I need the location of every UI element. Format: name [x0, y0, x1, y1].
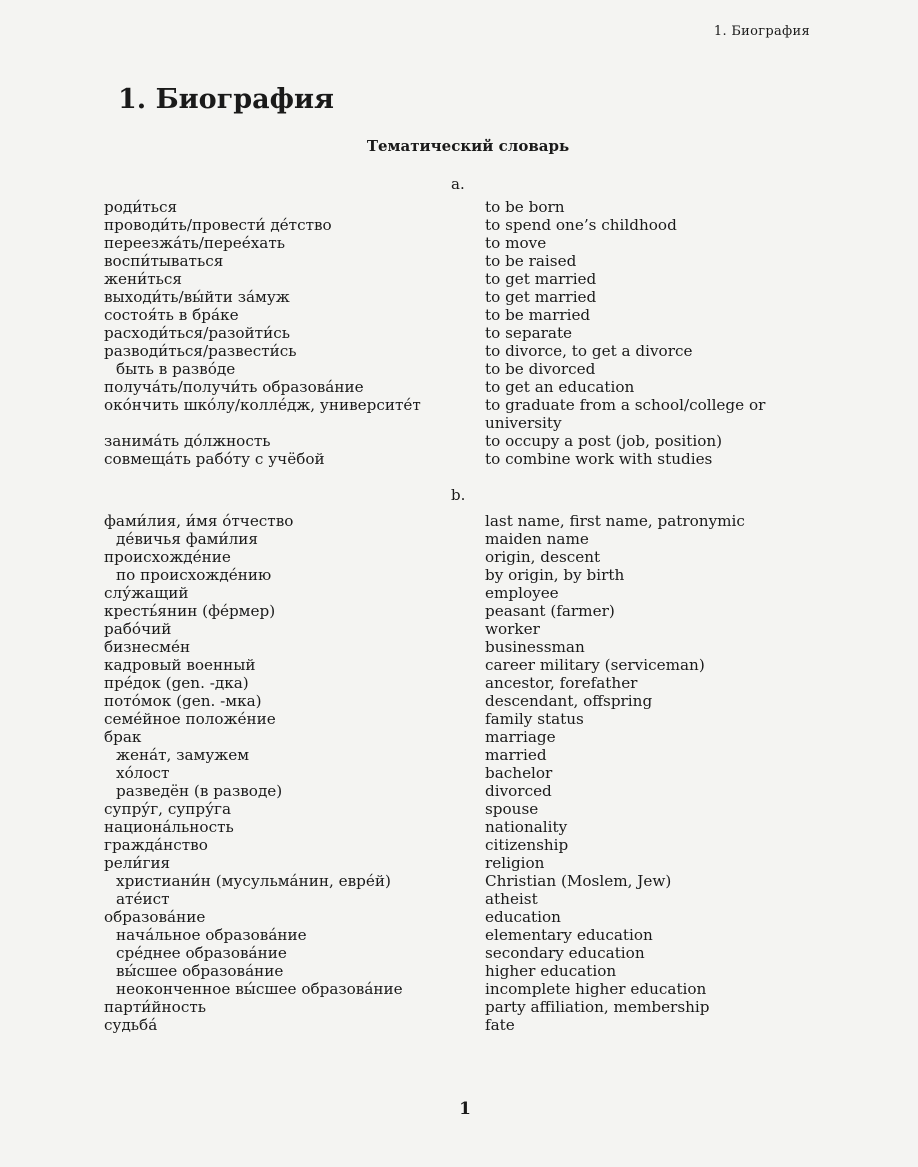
glossary-entry	[0, 674, 918, 692]
glossary-entry	[0, 602, 918, 620]
glossary-entry	[0, 306, 918, 324]
russian-term: жени́ться	[104, 270, 182, 288]
russian-term: образова́ние	[104, 908, 206, 926]
english-translation: citizenship	[485, 836, 569, 854]
english-translation: maiden name	[485, 530, 589, 548]
english-translation: last name, first name, patronymic	[485, 512, 745, 530]
glossary-entry	[0, 450, 918, 468]
glossary-entry	[0, 944, 918, 962]
section-a-entries	[0, 198, 918, 468]
english-translation: origin, descent	[485, 548, 601, 566]
russian-term: происхожде́ние	[104, 548, 231, 566]
glossary-entry	[0, 656, 918, 674]
section-b-label: b.	[451, 486, 466, 504]
russian-term: хо́лост	[116, 764, 170, 782]
russian-term: де́вичья фами́лия	[116, 530, 258, 548]
glossary-entry	[0, 746, 918, 764]
english-translation: religion	[485, 854, 545, 872]
english-translation: employee	[485, 584, 559, 602]
english-translation: ancestor, forefather	[485, 674, 638, 692]
russian-term: переезжа́ть/перее́хать	[104, 234, 286, 252]
english-translation: marriage	[485, 728, 556, 746]
russian-term: бизнесме́н	[104, 638, 191, 656]
english-translation: to get married	[485, 288, 597, 306]
english-translation: bachelor	[485, 764, 553, 782]
english-translation: to divorce, to get a divorce	[485, 342, 693, 360]
english-translation: to get an education	[485, 378, 635, 396]
english-translation: elementary education	[485, 926, 653, 944]
russian-term: слу́жащий	[104, 584, 189, 602]
glossary-entry	[0, 396, 918, 432]
english-translation: to get married	[485, 270, 597, 288]
english-translation: nationality	[485, 818, 568, 836]
glossary-entry	[0, 890, 918, 908]
glossary-entry	[0, 530, 918, 548]
russian-term: вы́сшее образова́ние	[116, 962, 284, 980]
glossary-entry	[0, 252, 918, 270]
english-translation: incomplete higher education	[485, 980, 707, 998]
glossary-entry	[0, 980, 918, 998]
glossary-entry	[0, 198, 918, 216]
russian-term: кресть́янин (фе́рмер)	[104, 602, 276, 620]
glossary-entry	[0, 962, 918, 980]
glossary-entry	[0, 378, 918, 396]
glossary-entry	[0, 216, 918, 234]
english-translation: to combine work with studies	[485, 450, 713, 468]
glossary-entry	[0, 692, 918, 710]
glossary-entry	[0, 818, 918, 836]
glossary-entry	[0, 926, 918, 944]
glossary-entry	[0, 324, 918, 342]
russian-term: занима́ть до́лжность	[104, 432, 271, 450]
english-translation: education	[485, 908, 561, 926]
dictionary-title: Тематический словарь	[366, 137, 570, 155]
english-translation: by origin, by birth	[485, 566, 625, 584]
russian-term: воспи́тываться	[104, 252, 224, 270]
russian-term: судьба́	[104, 1016, 158, 1034]
english-translation: secondary education	[485, 944, 645, 962]
english-translation: atheist	[485, 890, 538, 908]
glossary-entry	[0, 566, 918, 584]
russian-term: совмеща́ть рабо́ту с учёбой	[104, 450, 325, 468]
english-translation: businessman	[485, 638, 585, 656]
glossary-entry	[0, 728, 918, 746]
english-translation: Christian (Moslem, Jew)	[485, 872, 672, 890]
chapter-title: 1. Биография	[118, 84, 334, 115]
glossary-entry	[0, 908, 918, 926]
glossary-entry	[0, 782, 918, 800]
russian-term: выходи́ть/вы́йти за́муж	[104, 288, 290, 306]
english-translation: descendant, offspring	[485, 692, 653, 710]
glossary-entry	[0, 512, 918, 530]
english-translation: to spend one’s childhood	[485, 216, 677, 234]
glossary-entry	[0, 620, 918, 638]
russian-term: роди́ться	[104, 198, 178, 216]
russian-term: разведён (в разводе)	[116, 782, 283, 800]
glossary-entry	[0, 1016, 918, 1034]
english-translation: peasant (farmer)	[485, 602, 615, 620]
russian-term: разводи́ться/развести́сь	[104, 342, 297, 360]
glossary-entry	[0, 710, 918, 728]
english-translation: divorced	[485, 782, 552, 800]
glossary-entry	[0, 638, 918, 656]
russian-term: рели́гия	[104, 854, 171, 872]
english-translation: spouse	[485, 800, 539, 818]
russian-term: христиани́н (мусульма́нин, евре́й)	[116, 872, 391, 890]
russian-term: гражда́нство	[104, 836, 208, 854]
russian-term: пото́мок (gen. -мка)	[104, 692, 262, 710]
russian-term: фами́лия, и́мя о́тчество	[104, 512, 294, 530]
english-translation: to be born	[485, 198, 565, 216]
russian-term: парти́йность	[104, 998, 206, 1016]
russian-term: по происхожде́нию	[116, 566, 272, 584]
glossary-entry	[0, 998, 918, 1016]
russian-term: семе́йное положе́ние	[104, 710, 276, 728]
english-translation: to be raised	[485, 252, 577, 270]
glossary-entry	[0, 342, 918, 360]
russian-term: национа́льность	[104, 818, 234, 836]
section-a-label: a.	[451, 175, 465, 193]
glossary-entry	[0, 548, 918, 566]
russian-term: брак	[104, 728, 142, 746]
russian-term: неоконченное вы́сшее образова́ние	[116, 980, 403, 998]
glossary-entry	[0, 836, 918, 854]
english-translation: to move	[485, 234, 547, 252]
russian-term: супру́г, супру́га	[104, 800, 232, 818]
glossary-entry	[0, 270, 918, 288]
glossary-entry	[0, 584, 918, 602]
russian-term: рабо́чий	[104, 620, 172, 638]
english-translation: worker	[485, 620, 540, 638]
english-translation: to be married	[485, 306, 591, 324]
english-translation: to graduate from a school/college or university	[485, 396, 766, 432]
english-translation: party affiliation, membership	[485, 998, 710, 1016]
glossary-entry	[0, 234, 918, 252]
russian-term: кадровый военный	[104, 656, 256, 674]
russian-term: расходи́ться/разойти́сь	[104, 324, 290, 342]
russian-term: нача́льное образова́ние	[116, 926, 307, 944]
english-translation: to separate	[485, 324, 573, 342]
english-translation: family status	[485, 710, 584, 728]
russian-term: ате́ист	[116, 890, 170, 908]
russian-term: быть в разво́де	[116, 360, 236, 378]
glossary-entry	[0, 288, 918, 306]
russian-term: око́нчить шко́лу/колле́дж, университе́т	[104, 396, 421, 414]
english-translation: married	[485, 746, 547, 764]
glossary-entry	[0, 432, 918, 450]
russian-term: сре́днее образова́ние	[116, 944, 287, 962]
glossary-entry	[0, 360, 918, 378]
section-b-entries	[0, 512, 918, 1034]
page-number: 1	[459, 1099, 471, 1119]
english-translation: higher education	[485, 962, 617, 980]
glossary-entry	[0, 764, 918, 782]
running-head: 1. Биография	[713, 24, 810, 39]
english-translation: to occupy a post (job, position)	[485, 432, 723, 450]
glossary-entry	[0, 800, 918, 818]
russian-term: жена́т, замужем	[116, 746, 250, 764]
russian-term: пре́док (gen. -дка)	[104, 674, 249, 692]
glossary-entry	[0, 872, 918, 890]
russian-term: проводи́ть/провести́ де́тство	[104, 216, 332, 234]
english-translation: fate	[485, 1016, 515, 1034]
english-translation: career military (serviceman)	[485, 656, 705, 674]
glossary-entry	[0, 854, 918, 872]
english-translation: to be divorced	[485, 360, 596, 378]
russian-term: получа́ть/получи́ть образова́ние	[104, 378, 364, 396]
russian-term: состоя́ть в бра́ке	[104, 306, 239, 324]
